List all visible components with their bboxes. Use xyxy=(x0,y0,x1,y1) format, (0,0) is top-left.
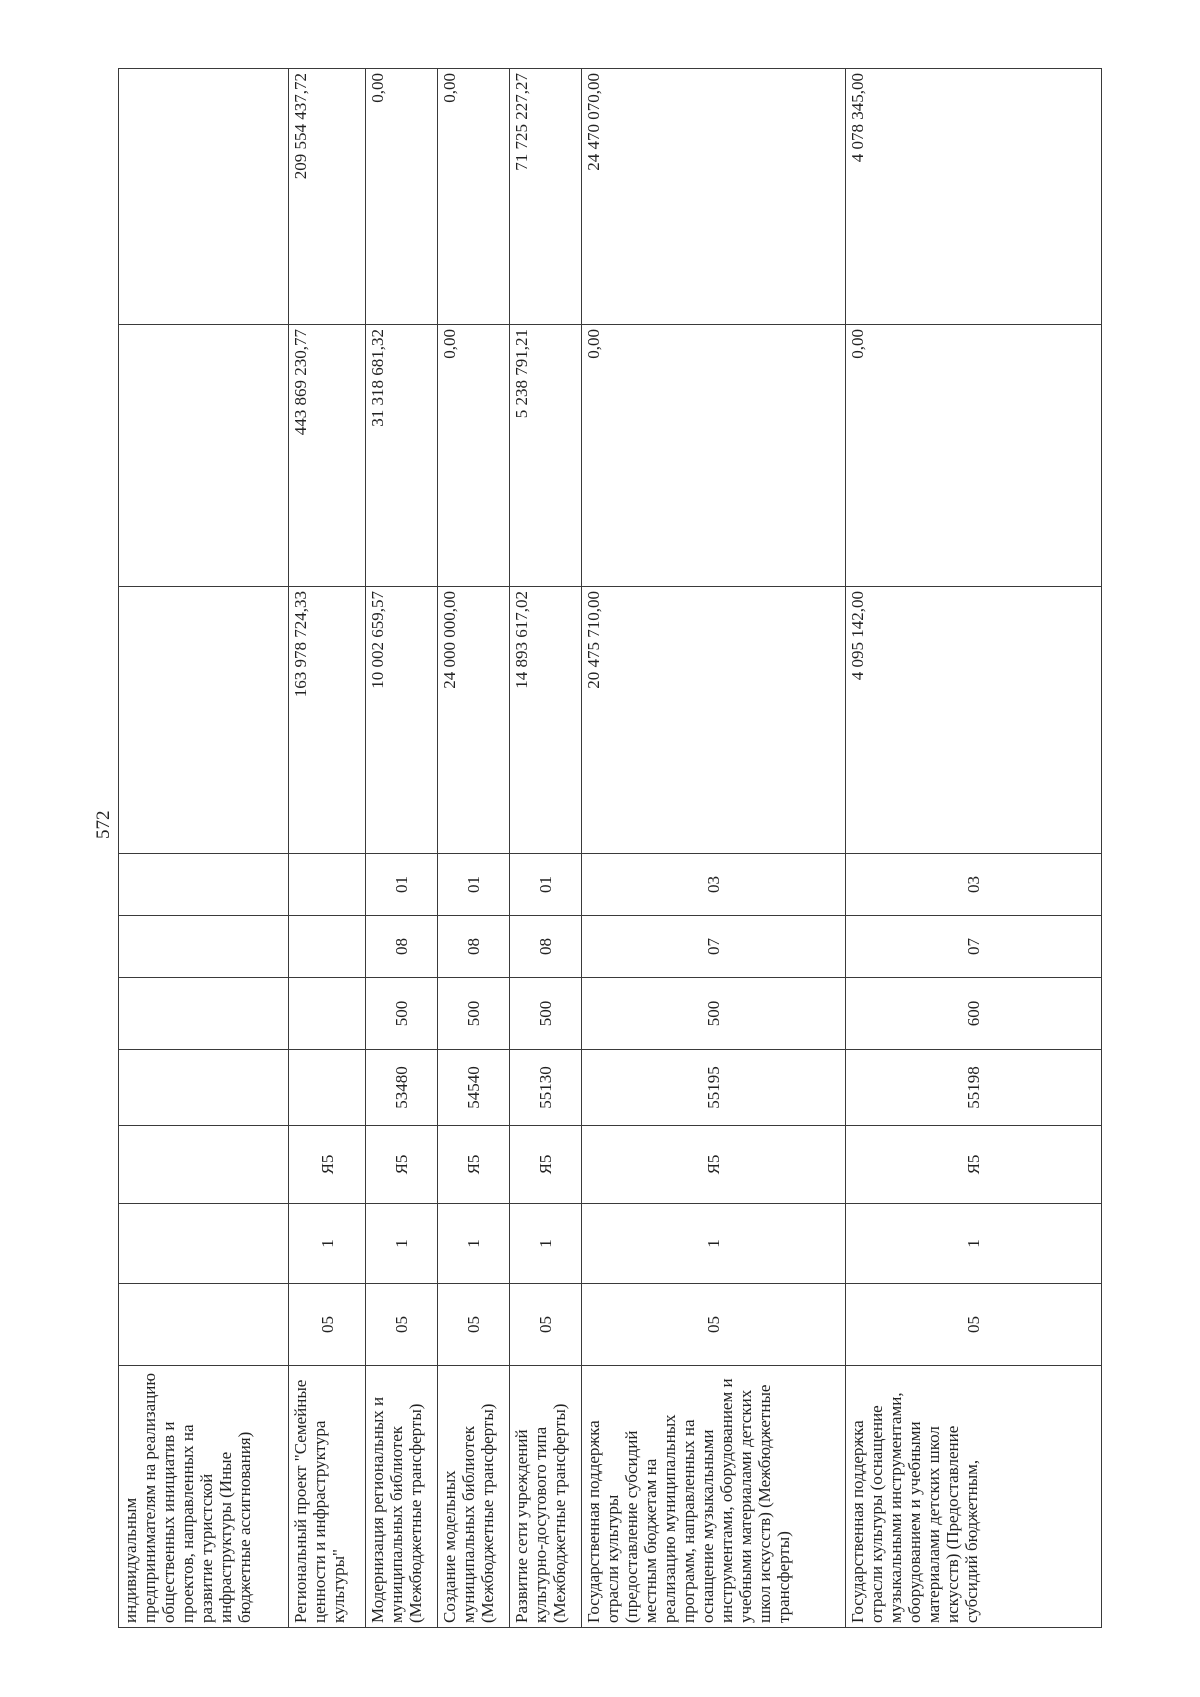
project-code: Я5 xyxy=(510,1126,582,1204)
row-name: индивидуальным предпринимателям на реализацию общественных инициатив и проектов, направленных на развитие туристской инфраструктуры (Иные бюджетные ассигнования) xyxy=(119,1366,289,1628)
section-code: 05 xyxy=(438,1284,510,1366)
project-code: Я5 xyxy=(366,1126,438,1204)
direction-code: 55130 xyxy=(510,1050,582,1126)
table-row xyxy=(438,69,510,1628)
row-name: Государственная поддержка отрасли культуры (оснащение музыкальными инструментами, оборудованием и учебными материалами детских школ искусств) (Предоставление субсидий бюджетным, xyxy=(846,1366,1102,1628)
expense-type-code: 500 xyxy=(438,978,510,1050)
expense-type-code: 500 xyxy=(366,978,438,1050)
amount-year-1 xyxy=(119,587,289,854)
razdel-code: 07 xyxy=(846,916,1102,978)
row-name: Развитие сети учреждений культурно-досугового типа (Межбюджетные трансферты) xyxy=(510,1366,582,1628)
expense-type-code: 500 xyxy=(510,978,582,1050)
direction-code: 55195 xyxy=(582,1050,846,1126)
expense-type-code: 500 xyxy=(582,978,846,1050)
project-code xyxy=(119,1126,289,1204)
razdel-code xyxy=(119,916,289,978)
project-code: Я5 xyxy=(582,1126,846,1204)
program-code: 1 xyxy=(846,1204,1102,1284)
section-code: 05 xyxy=(366,1284,438,1366)
amount-year-1: 24 000 000,00 xyxy=(438,587,510,854)
amount-year-2: 443 869 230,77 xyxy=(289,325,366,587)
amount-year-2: 0,00 xyxy=(846,325,1102,587)
row-name: Создание модельных муниципальных библиотек (Межбюджетные трансферты) xyxy=(438,1366,510,1628)
podrazdel-code xyxy=(119,854,289,916)
direction-code: 54540 xyxy=(438,1050,510,1126)
amount-year-1: 4 095 142,00 xyxy=(846,587,1102,854)
section-code: 05 xyxy=(510,1284,582,1366)
podrazdel-code: 01 xyxy=(438,854,510,916)
program-code: 1 xyxy=(438,1204,510,1284)
razdel-code: 07 xyxy=(582,916,846,978)
direction-code xyxy=(289,1050,366,1126)
page-number: 572 xyxy=(93,810,114,839)
rotated-page-content xyxy=(118,69,1101,1628)
amount-year-3: 209 554 437,72 xyxy=(289,69,366,325)
podrazdel-code: 01 xyxy=(366,854,438,916)
table-row xyxy=(119,69,289,1628)
podrazdel-code: 03 xyxy=(582,854,846,916)
razdel-code xyxy=(289,916,366,978)
amount-year-3 xyxy=(119,69,289,325)
expense-type-code: 600 xyxy=(846,978,1102,1050)
amount-year-1: 20 475 710,00 xyxy=(582,587,846,854)
program-code: 1 xyxy=(510,1204,582,1284)
row-name: Государственная поддержка отрасли культуры (предоставление субсидий местным бюджетам на реализацию муниципальных программ, направленных на оснащение музыкальными инструментами, оборудованием и учебными материалами детских школ искусств) (Межбюджетные трансферты) xyxy=(582,1366,846,1628)
program-code: 1 xyxy=(289,1204,366,1284)
amount-year-3: 4 078 345,00 xyxy=(846,69,1102,325)
amount-year-2: 31 318 681,32 xyxy=(366,325,438,587)
expense-type-code xyxy=(119,978,289,1050)
program-code xyxy=(119,1204,289,1284)
amount-year-3: 0,00 xyxy=(366,69,438,325)
amount-year-3: 24 470 070,00 xyxy=(582,69,846,325)
amount-year-1: 14 893 617,02 xyxy=(510,587,582,854)
amount-year-2: 0,00 xyxy=(438,325,510,587)
program-code: 1 xyxy=(366,1204,438,1284)
project-code: Я5 xyxy=(846,1126,1102,1204)
direction-code xyxy=(119,1050,289,1126)
razdel-code: 08 xyxy=(438,916,510,978)
amount-year-3: 71 725 227,27 xyxy=(510,69,582,325)
amount-year-2: 5 238 791,21 xyxy=(510,325,582,587)
program-code: 1 xyxy=(582,1204,846,1284)
amount-year-1: 10 002 659,57 xyxy=(366,587,438,854)
razdel-code: 08 xyxy=(510,916,582,978)
amount-year-2 xyxy=(119,325,289,587)
table-row xyxy=(289,69,366,1628)
section-code: 05 xyxy=(289,1284,366,1366)
amount-year-2: 0,00 xyxy=(582,325,846,587)
row-name: Региональный проект "Семейные ценности и инфраструктура культуры" xyxy=(289,1366,366,1628)
podrazdel-code: 03 xyxy=(846,854,1102,916)
row-name: Модернизация региональных и муниципальных библиотек (Межбюджетные трансферты) xyxy=(366,1366,438,1628)
razdel-code: 08 xyxy=(366,916,438,978)
expense-type-code xyxy=(289,978,366,1050)
direction-code: 55198 xyxy=(846,1050,1102,1126)
section-code: 05 xyxy=(582,1284,846,1366)
budget-table xyxy=(118,68,1102,1628)
podrazdel-code: 01 xyxy=(510,854,582,916)
table-row xyxy=(582,69,846,1628)
table-row xyxy=(366,69,438,1628)
direction-code: 53480 xyxy=(366,1050,438,1126)
amount-year-1: 163 978 724,33 xyxy=(289,587,366,854)
project-code: Я5 xyxy=(438,1126,510,1204)
table-row xyxy=(846,69,1102,1628)
amount-year-3: 0,00 xyxy=(438,69,510,325)
podrazdel-code xyxy=(289,854,366,916)
project-code: Я5 xyxy=(289,1126,366,1204)
section-code: 05 xyxy=(846,1284,1102,1366)
section-code xyxy=(119,1284,289,1366)
table-row xyxy=(510,69,582,1628)
